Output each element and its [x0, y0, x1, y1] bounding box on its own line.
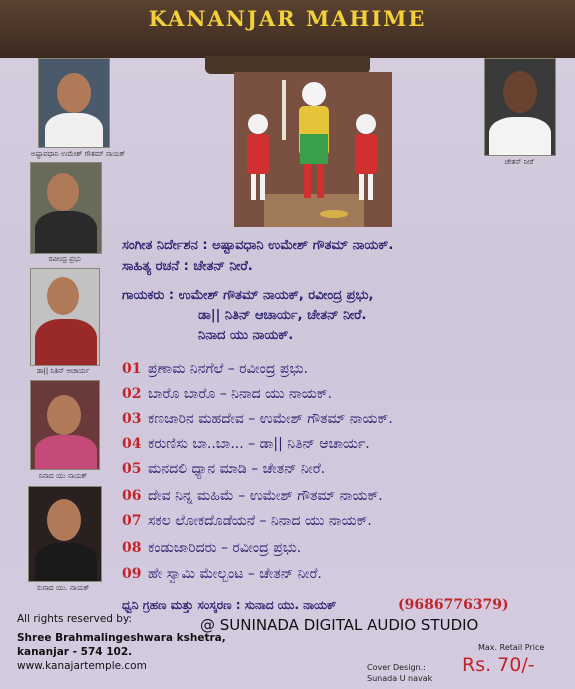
artist-caption-3: ಡಾ|| ನಿತಿನ್ ಆಚಾರ್ಯ [36, 367, 90, 375]
track-number: 02 [122, 386, 142, 402]
singers-line-1: ಗಾಯಕರು : ಉಮೇಶ್ ಗೌತಮ್ ನಾಯಕ್, ರವೀಂದ್ರ ಪ್ರಭು, [122, 288, 374, 303]
track-item [122, 436, 370, 452]
track-title: ಸಕಲ ಲೋಕದೊಡೆಯನೆ – ನಿನಾದ ಯು ನಾಯಕ್. [148, 513, 372, 529]
mrp-label: Max. Retail Price [478, 643, 545, 652]
track-item [122, 540, 301, 556]
track-item [122, 386, 332, 402]
artist-photo-2 [30, 162, 102, 254]
recording-credit: ಧ್ವನಿ ಗ್ರಹಣ ಮತ್ತು ಸಂಸ್ಕರಣ : ಸುನಾದ ಯು. ನಾಯಕ್ [122, 598, 337, 612]
track-title: ಮನದಲಿ ಧ್ಯಾನ ಮಾಡಿ – ಚೇತನ್ ನೀರೆ. [148, 461, 326, 477]
studio-name: @ SUNINADA DIGITAL AUDIO STUDIO [200, 616, 479, 634]
track-number: 06 [122, 488, 142, 504]
track-number: 07 [122, 513, 142, 529]
track-number: 05 [122, 461, 142, 477]
deity-figures [234, 72, 392, 227]
artist-photo-4 [30, 380, 100, 470]
track-number: 09 [122, 566, 142, 582]
track-number: 03 [122, 411, 142, 427]
track-title: ದೇವ ನಿನ್ನ ಮಹಿಮೆ – ಉಮೇಶ್ ಗೌತಮ್ ನಾಯಕ್. [148, 488, 383, 504]
track-number: 08 [122, 540, 142, 556]
cover-design-label: Cover Design.: [367, 663, 426, 672]
deity-image [234, 72, 392, 227]
artist-photo-6 [484, 58, 556, 156]
website-link[interactable]: www.kanajartemple.com [17, 660, 147, 672]
track-item [122, 566, 322, 582]
artist-caption-4: ನಿನಾದ ಯು ನಾಯಕ್ [38, 472, 88, 480]
track-title: ಕಂಡುಜಾರಿದರು – ರವೀಂದ್ರ ಪ್ರಭು. [148, 540, 302, 556]
track-item [122, 411, 393, 427]
rights-address: kananjar - 574 102. [17, 646, 133, 658]
track-item [122, 488, 383, 504]
track-number: 01 [122, 361, 142, 377]
singers-line-3: ನಿನಾದ ಯು ನಾಯಕ್. [198, 328, 294, 343]
album-title: KANANJAR MAHIME [148, 6, 427, 31]
artist-caption-1: ಅಷ್ಟಾವಧಾನಿ ಉಮೇಶ್ ಗೌತಮ್ ನಾಯಕ್ [30, 150, 126, 158]
track-title: ಕಣಜಾರಿನ ಮಹದೇವ – ಉಮೇಶ್ ಗೌತಮ್ ನಾಯಕ್. [148, 411, 393, 427]
singers-line-2: ಡಾ|| ನಿತಿನ್ ಆಚಾರ್ಯ, ಚೇತನ್ ನೀರೆ. [198, 308, 367, 323]
artist-caption-2: ರವೀಂದ್ರ ಪ್ರಭು [48, 255, 82, 263]
track-item [122, 361, 308, 377]
track-title: ಕರುಣಿಸು ಬಾ..ಬಾ... – ಡಾ|| ನಿತಿನ್ ಆಚಾರ್ಯ. [148, 436, 370, 452]
track-title: ಹೇ ಸ್ವಾಮಿ ಮೇಲ್ಬಂಟ – ಚೇತನ್ ನೀರೆ. [148, 566, 322, 582]
studio-phone: (9686776379) [398, 597, 509, 613]
track-item [122, 461, 325, 477]
lyrics-credit: ಸಾಹಿತ್ಯ ರಚನೆ : ಚೇತನ್ ನೀರೆ. [122, 259, 253, 274]
artist-photo-1 [38, 58, 110, 148]
track-title: ಬಾರೊ ಬಾರೊ – ನಿನಾದ ಯು ನಾಯಕ್. [148, 386, 333, 402]
music-direction: ಸಂಗೀತ ನಿರ್ದೇಶನ : ಅಷ್ಟಾವಧಾನಿ ಉಮೇಶ್ ಗೌತಮ್ ನಾಯಕ್. [122, 238, 394, 253]
track-title: ಪ್ರಣಾಮ ನಿನಗೆಲೆ – ರವೀಂದ್ರ ಪ್ರಭು. [148, 361, 308, 377]
artist-caption-5: ಸುನಾದ ಯು. ನಾಯಕ್ [36, 584, 90, 592]
artist-photo-3 [30, 268, 100, 366]
cover-design-name: Sunada U navak [367, 674, 433, 683]
artist-photo-5 [28, 486, 102, 582]
rights-label: All rights reserved by: [17, 613, 132, 625]
artist-caption-6: ಚೇತನ್ ನೀರೆ [504, 158, 534, 166]
rights-org: Shree Brahmalingeshwara kshetra, [17, 632, 226, 644]
track-number: 04 [122, 436, 142, 452]
track-item [122, 513, 372, 529]
price: Rs. 70/- [462, 654, 535, 676]
